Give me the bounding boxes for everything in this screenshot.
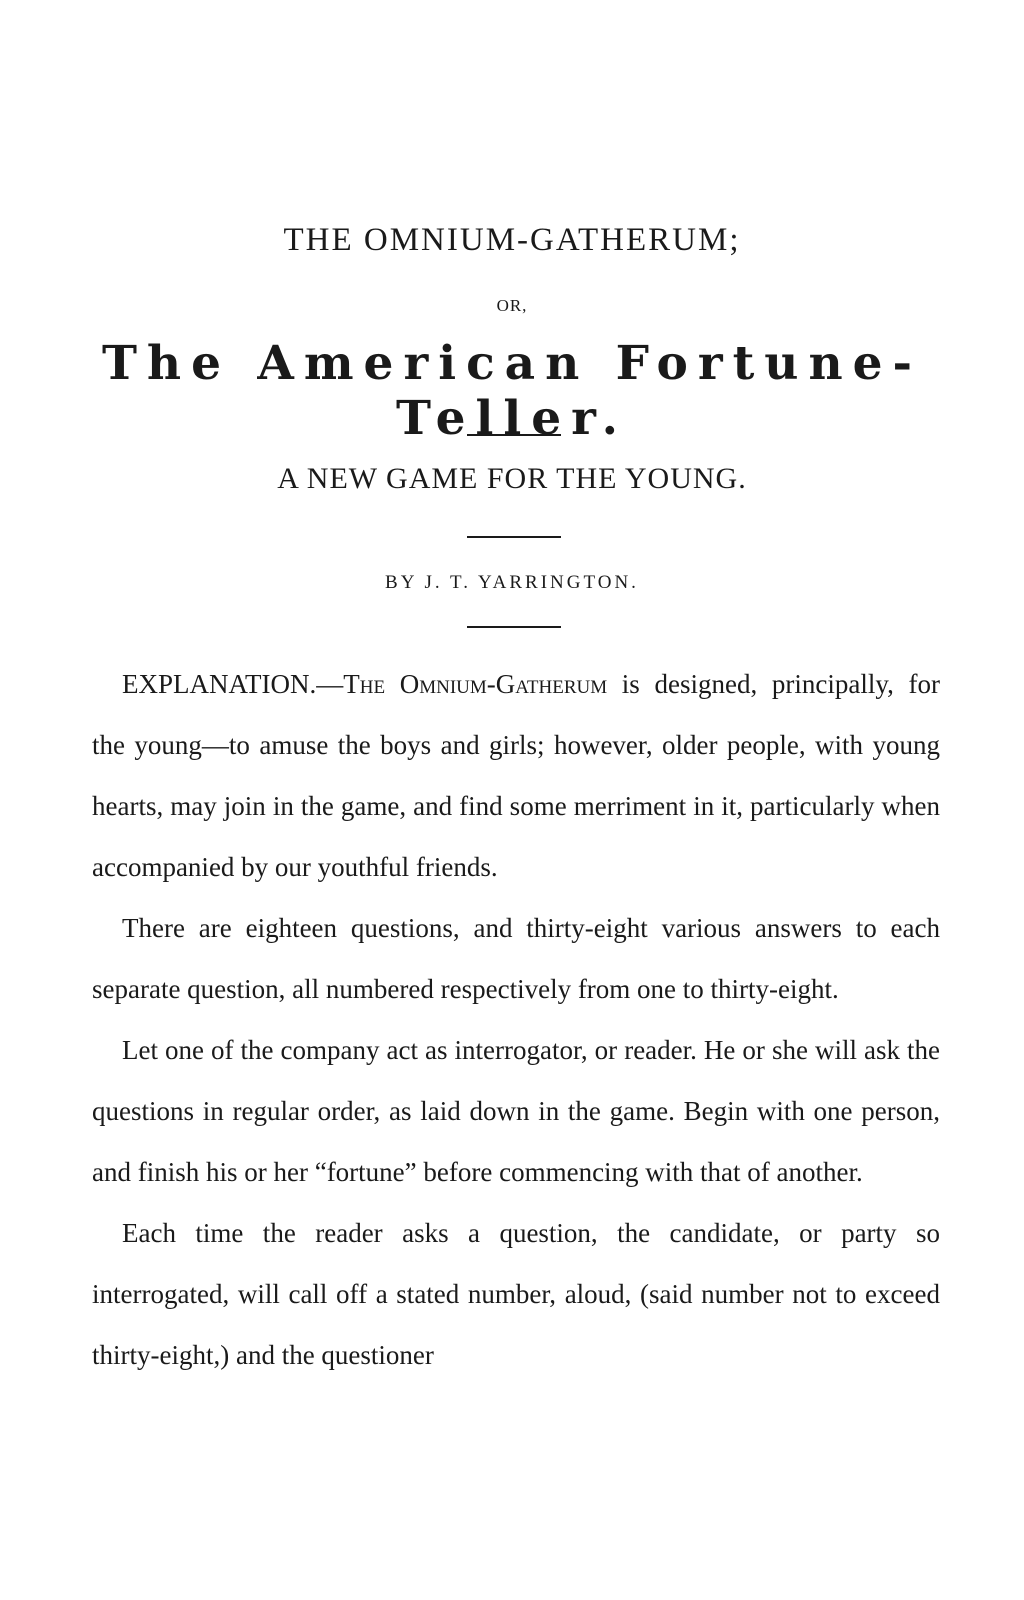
paragraph: There are eighteen questions, and thirty-eight various answers to each separate question, all numbered respectively from one to thirty-eight.	[92, 913, 940, 1004]
divider-rule	[467, 626, 561, 628]
paragraph-text: is designed, principally, for the young—to amuse the boys and girls; however, older people, with young hearts, may join in the game, and find some merriment in it, particularly when accompanied by our youthful friends.	[92, 669, 941, 882]
game-heading: A NEW GAME FOR THE YOUNG.	[277, 462, 747, 495]
page-title: THE OMNIUM-GATHERUM;	[283, 222, 741, 258]
explanation-lead: EXPLANATION.—	[122, 669, 344, 699]
paragraph: Let one of the company act as interrogator, or reader. He or she will ask the questions in regular order, as laid down in the game. Begin with one person, and finish his or her “fortune” before commencing with that of another.	[92, 1035, 940, 1187]
book-name: The Omnium-Gatherum	[343, 669, 608, 699]
divider-rule	[467, 434, 561, 436]
paragraph	[92, 654, 940, 898]
page-subtitle: The American Fortune-Teller.	[101, 336, 923, 446]
title-conjunction: OR,	[496, 296, 528, 315]
author-byline: BY J. T. YARRINGTON.	[385, 572, 639, 593]
explanation-text	[92, 654, 940, 1386]
divider-rule	[467, 536, 561, 538]
paragraph: Each time the reader asks a question, the candidate, or party so interrogated, will call off a stated number, aloud, (said number not to exceed thirty-eight,) and the questioner	[92, 1218, 940, 1370]
